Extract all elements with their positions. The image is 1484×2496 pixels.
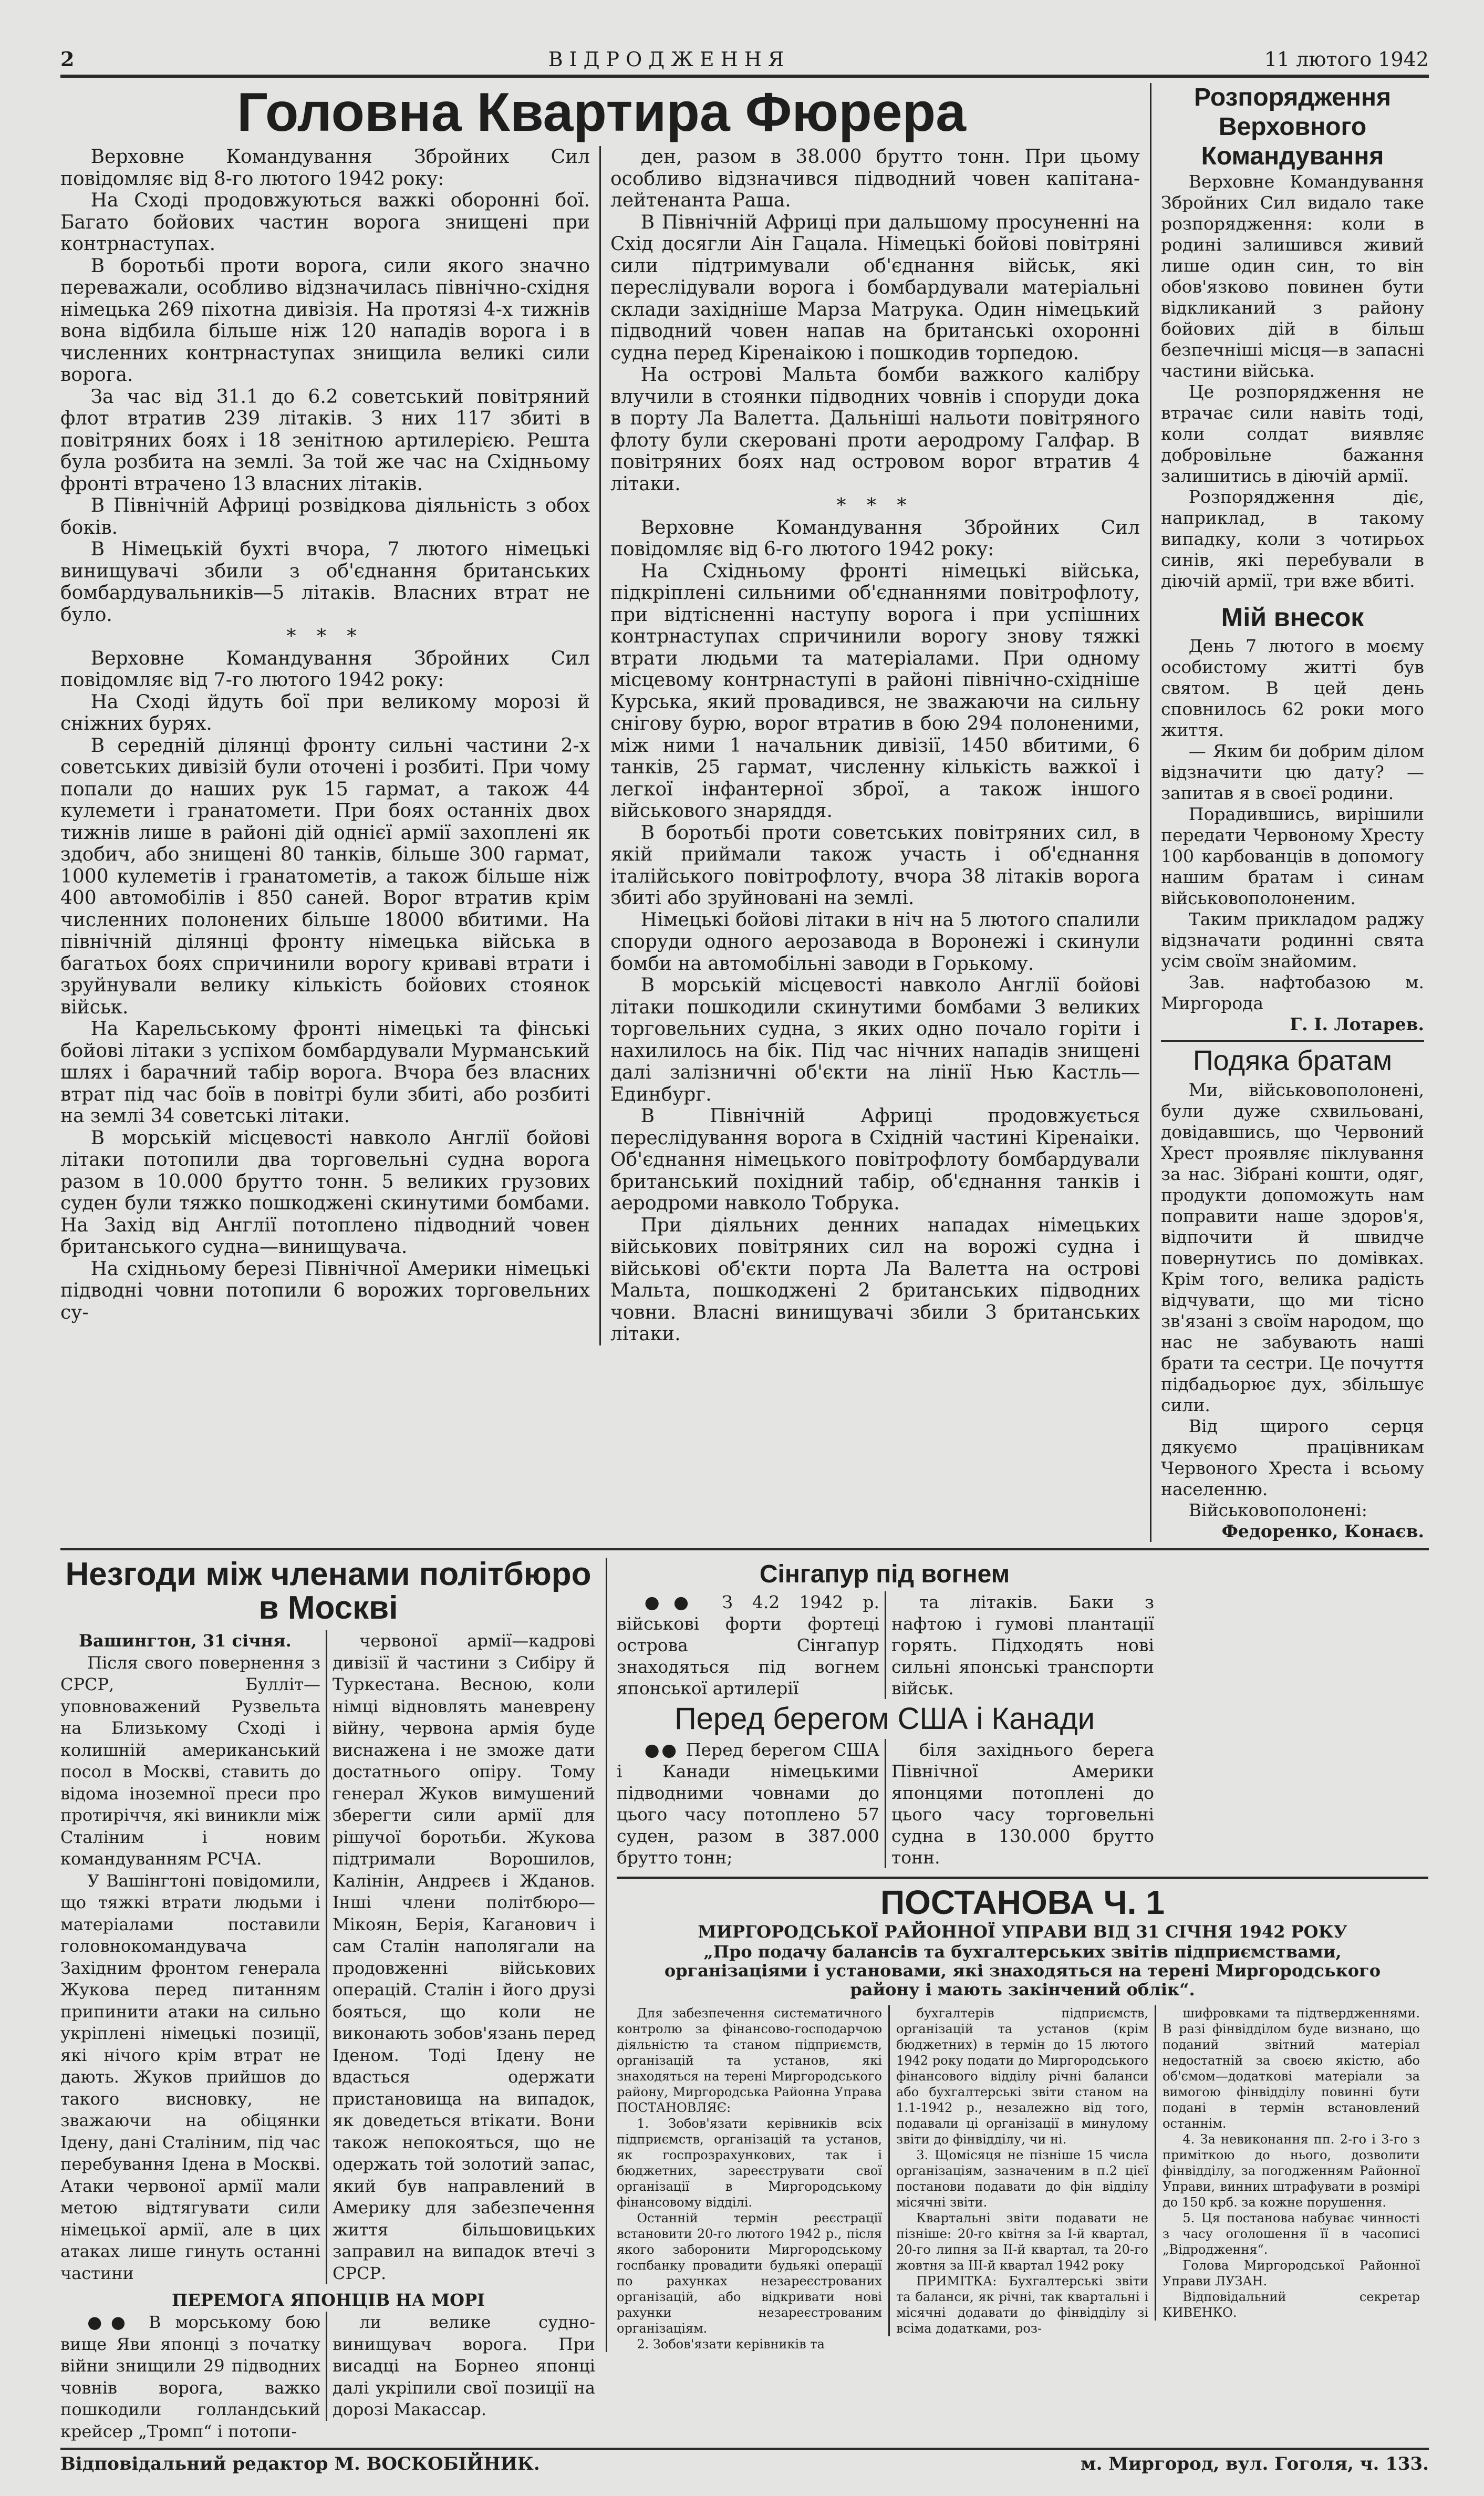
paragraph: Військовополонені: — [1188, 1500, 1367, 1520]
paragraph: шифровками та підтвердженнями. В разі фінвідділом буде визнано, що поданий звітний матеріал недостатній за своєю якістю, або об'ємом—додаткові матеріали за вимогою фінвідділу повинні бути подані в термін встановлений останнім. — [1163, 2006, 1420, 2131]
paragraph: 2. Зобов'язати керівників та — [637, 2337, 825, 2352]
order-body — [1161, 171, 1424, 592]
paragraph: В Північній Африці при дальшому просуненні на Схід досягли Аін Гацала. Німецькі бойові повітряні сили підтримували об'єднання військ, які переслідували ворога і бомбардували матеріальні склади західніше Марза Матрука. Один німецький підводний човен напав на британські охоронні судна перед Кіренаікою і пошкодив торпедою. — [610, 211, 1140, 364]
politburo-dateline: Вашингтон, 31 січня. — [79, 1631, 292, 1651]
paragraph: — Яким би добрим ділом відзначити цю дату? — запитав я в своєї родини. — [1161, 741, 1424, 803]
decree-heading: „Про подачу балансів та бухгалтерських звітів підприємствами, організаціями і установами, які знаходяться на терені Миргородського району і мають закінчений облік“. — [664, 1942, 1381, 2000]
singapore-col1 — [617, 1591, 885, 1699]
paragraph: Зав. нафтобазою м. Миргорода — [1161, 972, 1424, 1013]
paragraph: Відповідальний секретар КИВЕНКО. — [1163, 2290, 1420, 2320]
right-column — [1150, 83, 1424, 1542]
footer-editor: Відповідальний редактор М. ВОСКОБІЙНИК. — [60, 2453, 540, 2474]
usa-coast-col2 — [885, 1739, 1154, 1868]
paragraph: 1. Зобов'язати керівників всіх підприємств, організацій та установ, як госпрозрахункових, так і бюджетних, зареєструвати свої організації в Миргородському фінансовому відділі. — [617, 2116, 882, 2210]
footer — [60, 2448, 1429, 2475]
decree-title: ПОСТАНОВА Ч. 1 — [880, 1883, 1165, 1921]
japan-sea-col1 — [60, 2312, 326, 2442]
singapore-title: Сінгапур під вогнем — [759, 1560, 1010, 1588]
paragraph: Для забезпечення систематичного контролю за фінансово-господарчою діяльністю та станом підприємств, організацій та установ, які знаходяться на терені Миргородського району, Миргородська Районна Управа ПОСТАНОВЛЯЄ: — [617, 2006, 882, 2115]
contribution-signature: Г. І. Лотарев. — [1290, 1014, 1424, 1034]
paragraph: На острові Мальта бомби важкого калібру влучили в стоянки підводних човнів і споруди дока в порту Ла Валетта. Дальніші нальоти повітряного флоту були скеровані проти аеродрому Галфар. В повітряних боях над островом ворог втратив 4 літаки. — [610, 364, 1140, 495]
paragraph: Розпорядження діє, наприклад, в такому випадку, коли з чотирьох синів, які перебували в діючій армії, три вже вбиті. — [1161, 486, 1424, 591]
paragraph: Таким прикладом раджу відзначати родинні свята усім своїм знайомим. — [1161, 909, 1424, 971]
paragraph: ●● З 4.2 1942 р. військові форти фортеці острова Сінгапур знаходяться під вогнем японської артилерії — [617, 1592, 879, 1698]
paragraph: Верховне Командування Збройних Сил повідомляє від 7-го лютого 1942 року: — [60, 647, 590, 691]
paragraph: У Вашінгтоні повідомили, що тяжкі втрати людьми і матеріалами поставили головнокомандувача Західним фронтом генерала Жукова перед питанням припинити атаки на сильно укріплені німецькі позиції, які нічого крім втрат не дають. Жуков прийшов до такого висновку, не зважаючи на обіцянки Ідену, дані Сталіним, під час перебування Ідена в Москві. Атаки червоної армії мали метою відтягувати сили німецької армії, але в цих атаках лише гинуть останні частини — [60, 1870, 320, 2283]
section-separator: * * * — [836, 495, 914, 516]
paragraph: Порадившись, вирішили передати Червоному Хресту 100 карбованців в допомогу нашим братам і синам військовополоненим. — [1161, 804, 1424, 908]
order-title: Розпорядження Верховного Командування — [1194, 84, 1391, 170]
paragraph: Німецькі бойові літаки в ніч на 5 лютого спалили споруди одного аерозавода в Воронежі і скинули бомби на автомобільні заводи в Горькому. — [610, 909, 1140, 975]
paragraph: В боротьбі проти советських повітряних сил, в якій приймали також участь і об'єднання італійського повітрофлоту, вчора 38 літаків ворога збиті або зруйновані на землі. — [610, 822, 1140, 909]
page-number: 2 — [60, 47, 75, 71]
paragraph: Голова Миргородської Районної Управи ЛУЗАН. — [1163, 2258, 1420, 2288]
paragraph: Ми, військовополонені, були дуже схвильовані, довідавшись, що Червоний Хрест проявляє піклування за нас. Зібрані кошти, одяг, продукти допоможуть нам поправити наше здоров'я, відпочити й швидче повернутись по домівках. Крім того, велика радість відчувати, що ми тісно зв'язані з своїм народом, що нас не забувають наші брати та сестри. Це почуття підбадьорює дух, збільшує сили. — [1161, 1080, 1424, 1415]
paragraph: На Сході продовжуються важкі оборонні бої. Багато бойових частин ворога знищені при контрнаступах. — [60, 190, 590, 255]
main-article — [60, 83, 1143, 1345]
paragraph: червоної армії—кадрові дивізії й частини з Сибіру й Туркестана. Весною, коли німці відновлять маневрену війну, червона армія буде виснажена і не зможе дати достатнього опіру. Тому генерал Жуков вимушений зберегти сили армії для рішучої боротьби. Жукова підтримали Ворошилов, Калінін, Андреєв і Жданов. Інші члени політбюро—Мікоян, Берія, Каганович і сам Сталін наполягали на продовженні військових операцій. Сталін і його друзі бояться, що коли не виконають зобов'язань перед Іденом. Тоді Ідену не вдасться одержати пристановища на випадок, як доведеться втікати. Вони також непокояться, що не одержать той золотий запас, який був направлений в Америку для забезпечення життя більшовицьких заправил на випадок втечі з СРСР. — [333, 1631, 595, 2283]
contribution-title: Мій внесок — [1221, 603, 1364, 632]
politburo-col1 — [60, 1652, 320, 2285]
decree-col3 — [1155, 2005, 1420, 2321]
issue-date: 11 лютого 1942 — [1264, 48, 1429, 71]
paragraph: Від щирого серця дякуємо працівникам Червоного Хреста і всьому населенню. — [1161, 1416, 1424, 1499]
paragraph: В Північній Африці продовжується переслідування ворога в Східній частині Кіренаіки. Об'єднання німецького повітрофлоту бомбардували британський похідний табір, об'єднання танків і аеродроми навколо Тобрука. — [610, 1105, 1140, 1214]
politburo-col2 — [326, 1630, 595, 2284]
paragraph: Після свого повернення з СРСР, Булліт—уповноважений Рузвельта на Близькому Сході і колишній американський посол в Москві, ставить до відома іноземної преси про протиріччя, які виникли між Сталіним і новим командуванням РСЧА. — [60, 1652, 320, 1869]
paragraph: В Німецькій бухті вчора, 7 лютого німецькі винищувачі збили з об'єднання британських бомбардувальників—5 літаків. Власних втрат не було. — [60, 538, 590, 626]
thanks-title: Подяка братам — [1192, 1045, 1393, 1076]
paragraph: За час від 31.1 до 6.2 советський повітряний флот втратив 239 літаків. З них 117 збиті в повітряних боях і 18 зенітною артилерією. Решта була розбита на землі. За той же час на Східньому фронті втрачено 13 власних літаків. — [60, 386, 590, 495]
paragraph: ли велике судно-винищувач ворога. При висадці на Борнео японці далі укріпили свої позиції на дорозі Макассар. — [333, 2312, 595, 2419]
politburo-title: Незгоди між членами політбюро в Москві — [65, 1556, 591, 1626]
japan-sea-col2 — [326, 2312, 595, 2421]
decree — [617, 1877, 1428, 2352]
masthead: ВІДРОДЖЕННЯ — [548, 48, 791, 71]
paragraph: 5. Ця постанова набуває чинності з часу оголошення її в часописі „Відродження“. — [1163, 2211, 1420, 2257]
paragraph: На Карельському фронті німецькі та фінські бойові літаки з успіхом бомбардували Мурманський шлях і барачний табір ворога. Вчора без власних втрат під час боїв в повітрі були збиті, або розбиті на землі 34 советські літаки. — [60, 1018, 590, 1127]
paragraph: Квартальні звіти подавати не пізніше: 20-го квітня за І-й квартал, 20-го липня за ІІ-й квартал, та 20-го жовтня за ІІІ-й квартал 1942 року — [896, 2211, 1148, 2273]
politburo-article — [60, 1558, 606, 2442]
main-article-col2 — [599, 146, 1140, 1345]
usa-coast-title: Перед берегом США і Канади — [674, 1702, 1095, 1736]
section-separator: * * * — [286, 626, 364, 647]
paragraph: При діяльних денних нападах німецьких військових повітряних сил на ворожі судна і військові об'єкти порта Ла Валетта на острові Мальта, пошкоджені 2 британських підводних човни. Власні винищувачі збили 3 британських літаки. — [610, 1214, 1140, 1345]
paragraph: День 7 лютого в моєму особистому житті був святом. В цей день сповнилось 62 роки мого життя. — [1161, 636, 1424, 740]
paragraph: ден, разом в 38.000 брутто тонн. При цьому особливо відзначився підводний човен капітана-лейтенанта Раша. — [610, 146, 1140, 211]
contribution-body — [1161, 636, 1424, 1014]
paragraph: В середній ділянці фронту сильні частини 2-х советських дивізій були оточені і розбиті. При чому попали до наших рук 15 гармат, а також 44 кулемети і гранатомети. При боях останніх двох тижнів лише в районі дій однієї армії захоплені як здобич, або знищені 80 танків, більше 300 гармат, 1000 кулеметів і гранатометів, а також більше ніж 400 автомобілів і 850 саней. Ворог втратив крім численних полонених більше 18000 вбитими. На північній ділянці фронту німецька війська в багатьох боях спричинили ворогу криваві втрати і зруйнували велику кількість бойових стоянок військ. — [60, 734, 590, 1018]
paragraph: Верховне Командування Збройних Сил видало таке розпорядження: коли в родині залишився живий лише один син, то він обов'язково повинен бути відкликаний з району бойових дій в більш безпечніші місця—в запасні частини війська. — [1161, 171, 1424, 381]
paragraph: ●● Перед берегом США і Канади німецькими підводними човнами до цього часу потоплено 57 суден, разом в 387.000 брутто тонн; — [617, 1739, 879, 1868]
decree-col1 — [617, 2005, 888, 2352]
decree-subtitle: МИРГОРОДСЬКОЇ РАЙОННОЇ УПРАВИ ВІД 31 СІЧНЯ 1942 РОКУ — [698, 1922, 1347, 1942]
footer-address: м. Миргород, вул. Гоголя, ч. 133. — [1081, 2453, 1429, 2474]
paragraph: Верховне Командування Збройних Сил повідомляє від 8-го лютого 1942 року: — [60, 146, 590, 190]
paragraph: В Північній Африці розвідкова діяльність з обох боків. — [60, 495, 590, 538]
main-article-title: Головна Квартира Фюрера — [237, 82, 966, 143]
paragraph: На Сході йдуть бої при великому морозі й сніжних бурях. — [60, 691, 590, 734]
paragraph: бухгалтерів підприємств, організацій та установ (крім бюджетних) в термін до 15 лютого 1942 року подати до Миргородського фінансового відділу річні баланси або бухгалтерські звіти станом на 1.1-1942 р., незалежно від того, подавали ці організації в минулому звіти до фінвідділу, чи ні. — [896, 2006, 1148, 2147]
right-lower-area — [606, 1558, 1428, 2352]
paragraph: В морській місцевості навколо Англії бойові літаки пошкодили скинутими бомбами 3 великих торговельних судна, з яких одно почало горіти і нахилилось на бік. Під час нічних нападів знищені далі залізничні об'єкти на лінії Нью Кастль—Единбург. — [610, 975, 1140, 1105]
paragraph: На східньому березі Північної Америки німецькі підводні човни потопили 6 ворожих торговельних су- — [60, 1258, 590, 1323]
paragraph: В боротьбі проти ворога, сили якого значно переважали, особливо відзначилась північно-східня німецька 269 піхотна дивізія. На протязі 4-х тижнів вона відбила більше ніж 120 нападів ворога і в численних контрнаступах знищила великі сили ворога. — [60, 255, 590, 386]
main-article-col1 — [60, 146, 599, 1323]
decree-col2 — [888, 2005, 1155, 2336]
paragraph: ПРИМІТКА: Бухгалтерські звіти та баланси, як річні, так квартальні і місячні додавати до фінвідділу зі всіма додатками, роз- — [896, 2274, 1148, 2336]
paragraph: ●● В морському бою вище Яви японці з початку війни знищили 29 підводних човнів ворога, важко пошкодили голландський крейсер „Тромп“ і потопи- — [60, 2312, 320, 2441]
japan-sea-title: ПЕРЕМОГА ЯПОНЦІВ НА МОРІ — [171, 2290, 485, 2310]
paragraph: 4. За невиконання пп. 2-го і 3-го з приміткою до нього, дозволити фінвідділу, за погодженням Районної Управи, винних штрафувати в розмірі до 150 крб. за кожне порушення. — [1163, 2132, 1420, 2210]
paragraph: та літаків. Баки з нафтою і гумові плантації горять. Підходять нові сильні японські транспорти військ. — [891, 1592, 1154, 1698]
usa-coast-col1 — [617, 1739, 885, 1868]
singapore-col2 — [885, 1591, 1154, 1699]
header — [60, 46, 1429, 78]
paragraph: біля західнього берега Північної Америки японцями потоплені до цього часу торговельні судна в 130.000 брутто тонн. — [891, 1739, 1154, 1868]
paragraph: На Східньому фронті німецькі війська, підкріплені сильними об'єднаннями повітрофлоту, при відтісненні наступу ворога і при успішних контрнаступах спричинили ворогу знову тяжкі втрати людьми та матеріалами. При одному місцевому контрнаступі в районі північно-східніше Курська, який провадився, не зважаючи на сильну снігову бурю, ворог втратив в бою 294 полоненими, між ними 1 начальник дивізії, 1450 вбитими, 6 танків, 25 гармат, численну кількість важкої і легкої інфантерної зброї, а також іншого військового знаряддя. — [610, 560, 1140, 822]
paragraph: Останній термін реєстрації встановити 20-го лютого 1942 р., після якого заборонити Миргородському госпбанку провадити будьякі операції по рахунках незареєстрованих організацій, або відкривати нові рахунки незареєстрованим організаціям. — [617, 2211, 882, 2336]
paragraph: 3. Щомісяця не пізніше 15 числа організаціям, зазначеним в п.2 цієї постанови подавати до фін відділу місячні звіти. — [896, 2148, 1148, 2210]
paragraph: Це розпорядження не втрачає сили навіть тоді, коли солдат виявляє добровільне бажання залишитись в діючій армії. — [1161, 381, 1424, 486]
paragraph: В морській місцевості навколо Англії бойові літаки потопили два торговельні судна ворога разом в 10.000 брутто тонн. 5 великих грузових суден були тяжко пошкоджені скинутими бомбами. На Захід від Англії потоплено підводний човен британського судна—винищувача. — [60, 1127, 590, 1258]
paragraph: Верховне Командування Збройних Сил повідомляє від 6-го лютого 1942 року: — [610, 516, 1140, 560]
thanks-body — [1161, 1080, 1424, 1521]
thanks-signature: Федоренко, Конаєв. — [1221, 1521, 1424, 1541]
